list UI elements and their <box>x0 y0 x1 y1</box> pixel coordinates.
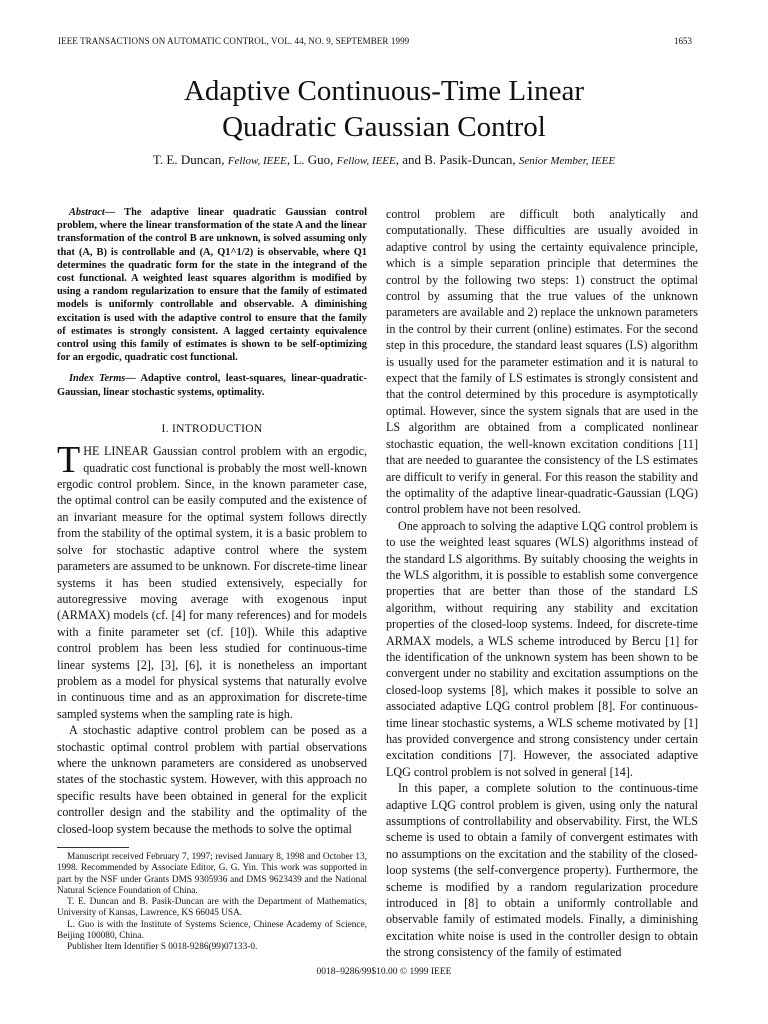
left-column <box>57 206 367 954</box>
intro-paragraph-2: A stochastic adaptive control problem can be posed as a stochastic optimal control problem with partial observations where the unknown parameters are considered as unobserved states of the stochastic system. However, with this approach no specific results have been obtained in general for the explicit controller design and the stability and the optimality of the closed-loop system because the methods to solve the optimal <box>57 723 367 836</box>
footnote-affiliation-2: L. Guo is with the Institute of Systems Science, Chinese Academy of Science, Beijing 100080, China. <box>57 919 367 942</box>
author-3-affiliation: Senior Member, IEEE <box>518 155 616 167</box>
page-number: 1653 <box>674 36 692 46</box>
author-line <box>0 152 768 168</box>
author-1: T. E. Duncan, <box>152 152 225 167</box>
footnote-manuscript: Manuscript received February 7, 1997; revised January 8, 1998 and October 13, 1998. Recommended by Associate Editor, G. G. Yin. This work was supported in part by the NSF under Grants DMS 9305936 and DMS 9623439 and the National Natural Science Foundation of China. <box>57 852 367 896</box>
footnote-rule <box>57 847 129 848</box>
abstract <box>57 206 367 364</box>
abstract-label: Abstract— <box>69 207 116 218</box>
author-1-affiliation: Fellow, IEEE <box>227 155 287 167</box>
section-heading: I. INTRODUCTION <box>161 422 263 435</box>
paper-title <box>0 73 768 145</box>
right-column <box>386 206 698 961</box>
index-terms-label: Index Terms— <box>69 373 136 385</box>
copyright-footer: 0018–9286/99$10.00 © 1999 IEEE <box>316 967 452 977</box>
title-line-2: Quadratic Gaussian Control <box>222 111 546 143</box>
intro-paragraph-4: In this paper, a complete solution to the continuous-time adaptive LQG control problem is given, using only the natural assumptions of controllability and observability. First, the WLS scheme is used to obtain a family of convergent estimates with no assumptions on the excitation and the stability of the closed-loop systems (the self-convergence property). Furthermore, the scheme is modified by a random regularization procedure introduced in [8] to obtain a uniformly controllable and observable family of estimated models. Finally, a diminishing excitation white noise is used in the controller design to obtain the strong consistency of the family of estimated <box>386 781 698 960</box>
author-2-affiliation: Fellow, IEEE <box>336 155 396 167</box>
intro-paragraph-1 <box>57 439 367 722</box>
running-header: IEEE TRANSACTIONS ON AUTOMATIC CONTROL, VOL. 44, NO. 9, SEPTEMBER 1999 <box>58 36 410 46</box>
index-terms <box>57 372 367 398</box>
intro-paragraph-1-text: HE LINEAR Gaussian control problem with an ergodic, quadratic cost functional is probably the most well-known ergodic control problem. Since, in the known parameter case, the optimal control can be easily computed and the existence of an invariant measure for the optimal system follows directly from the stability of the optimal system, it is a basic problem to solve for stochastic adaptive control where the system parameters are assumed to be unknown. For discrete-time linear systems it has been studied extensively, especially for autoregressive moving average with exogenous input (ARMAX) models (cf. [4] for many references) and for models with a finite parameter set (cf. [10]). While this adaptive control problem has been less studied for continuous-time linear systems [2], [3], [6], it is nonetheless an important problem as a model for physical systems that naturally evolve in continuous time and as an approximation for discrete-time sampled systems when the sampling rate is high. <box>57 444 367 721</box>
intro-paragraph-3: One approach to solving the adaptive LQG control problem is to use the weighted least squares (WLS) algorithms instead of the standard LS algorithms. By suitably choosing the weights in the WLS algorithm, it is possible to establish some convergence properties that are better than those of the standard LS algorithm, without requiring any stability and excitation properties of the closed-loop systems. Indeed, for discrete-time ARMAX models, a WLS scheme introduced by Bercu [1] for the identification of the unknown system has been shown to be convergent under no stability and excitation assumptions on the closed-loop systems [8], which makes it possible to solve an associated adaptive LQG control problem [8]. For continuous-time linear stochastic systems, a WLS scheme motivated by [1] has provided convergence and strong consistency under certain excitation conditions [7]. However, the associated adaptive LQG control problem is not solved in general [14]. <box>386 518 698 779</box>
author-2: , L. Guo, <box>286 152 334 167</box>
abstract-text: The adaptive linear quadratic Gaussian control problem, where the linear transformation of the state A and the linear transformation of the control B are unknown, is solved assuming only that (A, B) is controllable and (A, Q1^1/2) is observable, where Q1 determines the quadratic form for the state in the integrand of the cost functional. A weighted least squares algorithm is modified by using a random regularization to ensure that the family of estimated models is uniformly controllable and observable. A diminishing excitation is used with the adaptive control to ensure that the family of estimates is strongly consistent. A lagged certainty equivalence control using this family of estimates is shown to be self-optimizing for an ergodic, quadratic cost functional. <box>57 207 367 364</box>
footnote-affiliation-1: T. E. Duncan and B. Pasik-Duncan are with the Department of Mathematics, University of Kansas, Lawrence, KS 66045 USA. <box>57 897 367 919</box>
title-line-1: Adaptive Continuous-Time Linear <box>183 75 585 107</box>
index-terms-text: Adaptive control, least-squares, linear-quadratic-Gaussian, linear stochastic systems, optimality. <box>57 373 367 398</box>
author-3: , and B. Pasik-Duncan, <box>395 152 516 167</box>
footnote-publisher-id: Publisher Item Identifier S 0018-9286(99)07133-0. <box>67 942 258 953</box>
intro-paragraph-2-continued: control problem are difficult both analytically and computationally. These difficulties are usually avoided in adaptive control by using the certainty equivalence principle, which is a simple separation principle that determines the control by the following two steps: 1) construct the optimal control by assuming that the true values of the unknown parameters are available and 2) replace the unknown parameters in the control by their current (online) estimates. For the second step in this procedure, the standard least squares (LS) algorithm is usually used for the parameter estimation and it is natural to expect that the family of LS estimates is strongly consistent and that the control determined by this procedure is asymptotically optimal. However, since the system signals that are used in the LS algorithm are obtained from a complicated nonlinear stochastic equation, the well-known excitation conditions [11] that are needed to guarantee the consistency of the LS estimates are difficult to verify in general. For this reason the stability and the optimality of the adaptive linear-quadratic-Gaussian (LQG) control problem have not been resolved. <box>386 207 698 517</box>
drop-cap: T <box>57 439 81 482</box>
